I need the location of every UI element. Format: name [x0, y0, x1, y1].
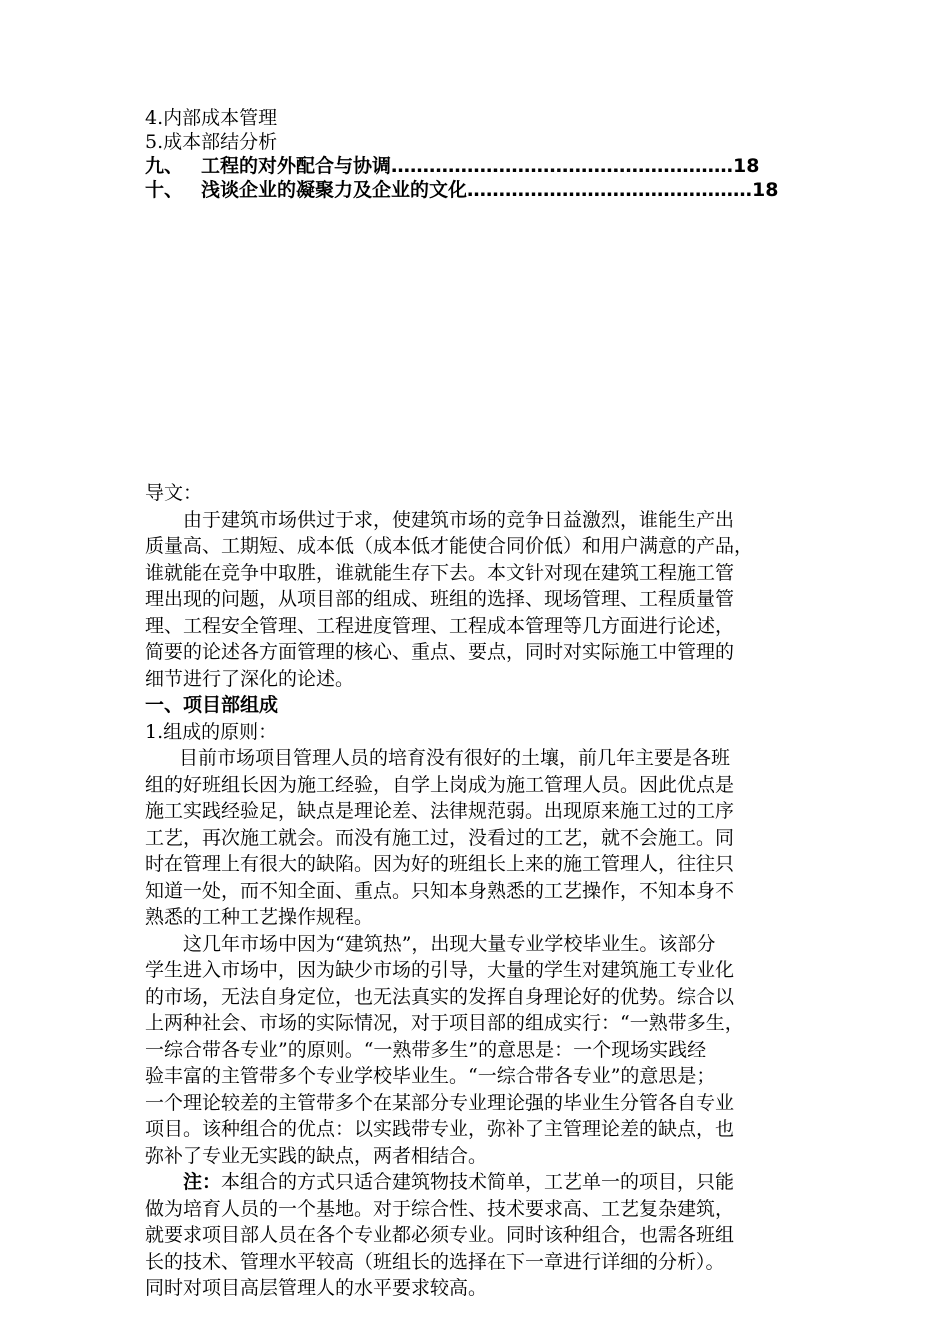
text-line: 验丰富的主管带多个专业学校毕业生。“一综合带各专业”的意思是； [145, 1065, 716, 1087]
text-line: 的市场，无法自身定位，也无法真实的发挥自身理论好的优势。综合以 [145, 985, 735, 1008]
text-line: 由于建筑市场供过于求，使建筑市场的竞争日益激烈，谁能生产出 [183, 508, 735, 531]
toc-chapter-title: 工程的对外配合与协调………………………………………………18 [201, 155, 760, 177]
text-line: 理出现的问题，从项目部的组成、班组的选择、现场管理、工程质量管 [145, 588, 735, 610]
document-body [145, 480, 845, 1302]
table-of-contents [145, 106, 845, 202]
toc-chapter-number: 九、 [145, 155, 184, 177]
text-line: 上两种社会、市场的实际情况，对于项目部的组成实行：“一熟带多生， [145, 1012, 744, 1034]
toc-chapter-title: 浅谈企业的凝聚力及企业的文化………………………………………18 [201, 179, 779, 201]
section-heading: 一、项目部组成 [145, 694, 279, 716]
text-line: 一个理论较差的主管带多个在某部分专业理论强的毕业生分管各自专业 [145, 1091, 735, 1114]
text-line: 时在管理上有很大的缺陷。因为好的班组长上来的施工管理人，往往只 [145, 853, 735, 875]
paragraph [145, 931, 845, 1170]
note-text: 本组合的方式只适合建筑物技术简单，工艺单一的项目，只能 [221, 1171, 735, 1193]
text-line: 同时对项目高层管理人的水平要求较高。 [145, 1277, 488, 1299]
text-line: 做为培育人员的一个基地。对于综合性、技术要求高、工艺复杂建筑， [145, 1197, 735, 1220]
toc-chapter-number: 十、 [145, 179, 184, 201]
intro-label: 导文： [145, 482, 203, 504]
toc-chapter [145, 178, 845, 202]
text-line: 知道一处，而不知全面、重点。只知本身熟悉的工艺操作，不知本身不 [145, 879, 735, 902]
text-line: 项目。该种组合的优点：以实践带专业，弥补了主管理论差的缺点，也 [145, 1118, 735, 1140]
text-line: 细节进行了深化的论述。 [145, 667, 355, 690]
text-line: 工艺，再次施工就会。而没有施工过，没看过的工艺，就不会施工。同 [145, 826, 735, 849]
note-paragraph [145, 1169, 845, 1302]
text-line: 一综合带各专业”的原则。“一熟带多生”的意思是：一个现场实践经 [145, 1038, 707, 1061]
text-line: 就要求项目部人员在各个专业都必须专业。同时该种组合，也需各班组 [145, 1224, 735, 1246]
toc-item: 4.内部成本管理 [145, 107, 278, 129]
text-line: 目前市场项目管理人员的培育没有很好的土壤，前几年主要是各班 [179, 747, 731, 769]
text-line: 质量高、工期短、成本低（成本低才能使合同价低）和用户满意的产品， [145, 535, 754, 557]
text-line: 学生进入市场中，因为缺少市场的引导，大量的学生对建筑施工专业化 [145, 959, 735, 981]
text-line: 组的好班组长因为施工经验，自学上岗成为施工管理人员。因此优点是 [145, 773, 735, 796]
paragraph [145, 745, 845, 931]
text-line: 谁就能在竞争中取胜，谁就能生存下去。本文针对现在建筑工程施工管 [145, 561, 735, 584]
text-line: 长的技术、管理水平较高（班组长的选择在下一章进行详细的分析）。 [145, 1250, 725, 1273]
toc-item: 5.成本部结分析 [145, 131, 278, 153]
sub-heading: 1.组成的原则： [145, 720, 278, 743]
text-line [145, 1169, 845, 1196]
text-line: 施工实践经验足，缺点是理论差、法律规范弱。出现原来施工过的工序 [145, 800, 735, 822]
note-label: 注： [183, 1171, 222, 1193]
toc-chapter [145, 154, 845, 178]
text-line: 熟悉的工种工艺操作规程。 [145, 906, 374, 928]
intro-paragraph [145, 507, 845, 693]
text-line: 简要的论述各方面管理的核心、重点、要点，同时对实际施工中管理的 [145, 641, 735, 663]
text-line: 弥补了专业无实践的缺点，两者相结合。 [145, 1144, 488, 1167]
text-line: 理、工程安全管理、工程进度管理、工程成本管理等几方面进行论述， [145, 614, 735, 637]
text-line: 这几年市场中因为“建筑热”，出现大量专业学校毕业生。该部分 [183, 932, 716, 955]
